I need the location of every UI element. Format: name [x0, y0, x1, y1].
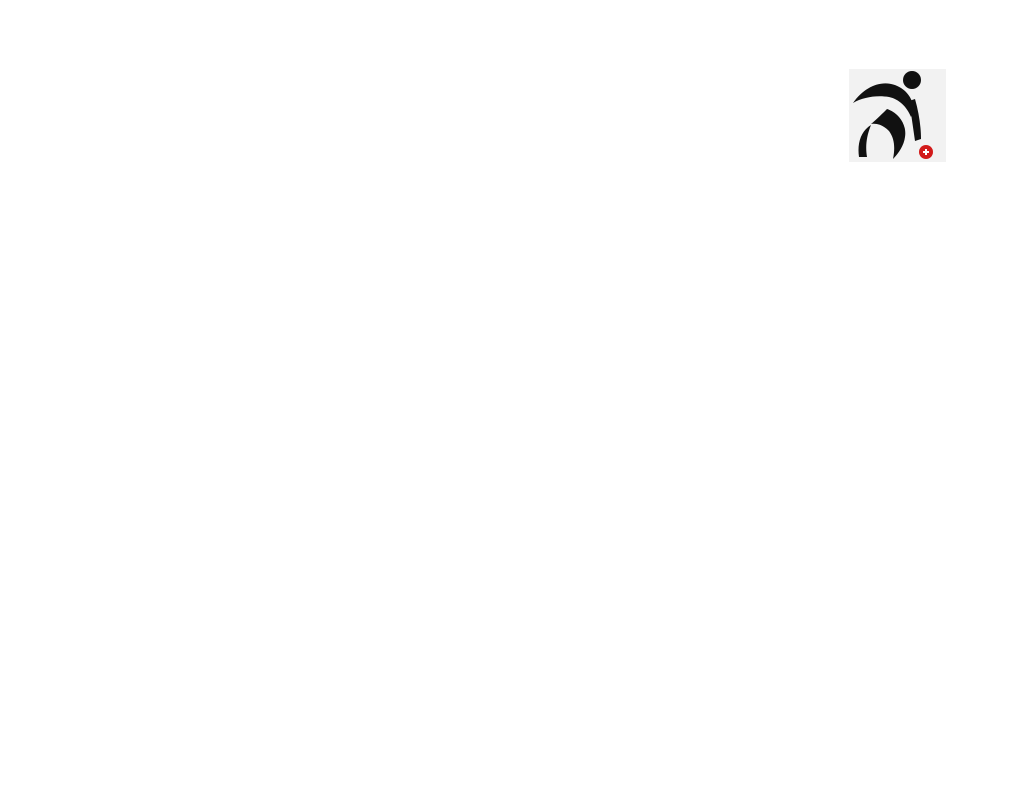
bocce-player-icon — [849, 69, 946, 162]
logo — [849, 69, 946, 162]
